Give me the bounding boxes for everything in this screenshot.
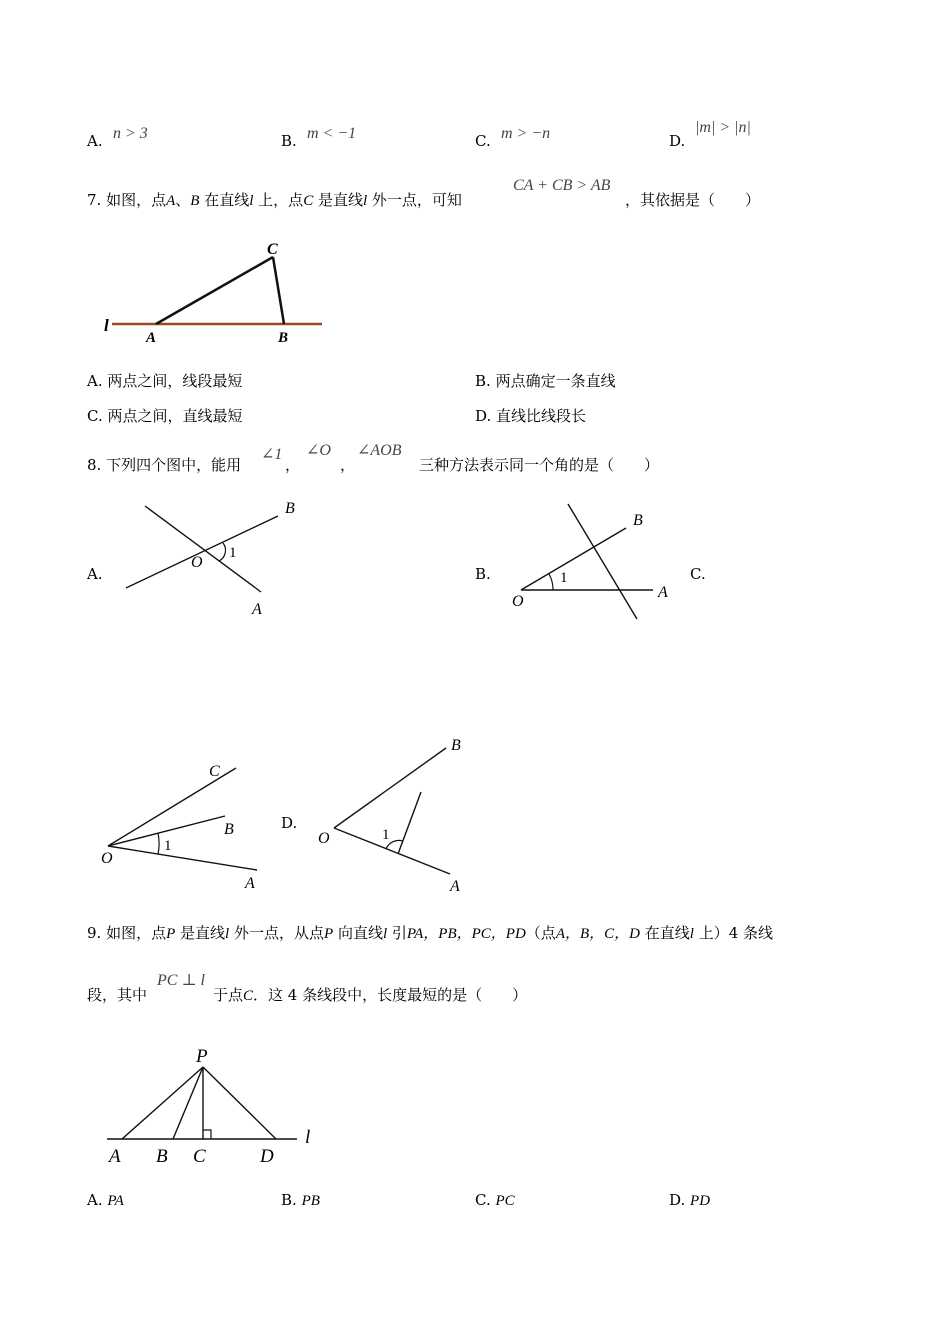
q7-line-l: l (249, 193, 254, 209)
q7-option-b: B. 两点确定一条直线 (475, 372, 616, 390)
q8a-label-o: O (191, 554, 203, 571)
q9-line1-pre: 9. 如图，点 (87, 924, 167, 942)
q8c-label-c: C (209, 763, 220, 780)
q6-option-a-letter: A. (87, 132, 103, 150)
q8a-label-1: 1 (229, 545, 237, 561)
q8a-label-a: A (252, 601, 262, 618)
q9-option-b: B. PB (281, 1191, 320, 1209)
q7-option-d: D. 直线比线段长 (475, 407, 587, 425)
q6-option-a-math: n > 3 (113, 125, 148, 142)
q8b-label-b: B (633, 512, 643, 529)
q6-option-c-letter: C. (475, 132, 491, 150)
q9-figure (100, 1042, 330, 1172)
q9-option-d: D. PD (669, 1191, 711, 1209)
q9-fig-label-a: A (109, 1146, 121, 1167)
q8b-label-1: 1 (560, 570, 568, 586)
q6-option-d-math: |m| > |n| (695, 119, 751, 136)
q7-fig-label-c: C (267, 241, 278, 258)
q8b-label-a: A (658, 584, 668, 601)
q9-line2-post: ．这 4 条线段中，长度最短的是（ ） (253, 986, 528, 1004)
q8c-label-a: A (245, 875, 255, 892)
q8d-label-o: O (318, 830, 330, 847)
q7-figure (100, 238, 340, 358)
q7-stem-post: ，其依据是（ ） (625, 191, 761, 209)
q9-option-a: A. PA (87, 1191, 124, 1209)
q8-figure-c (95, 755, 275, 895)
q9-fig-label-p: P (196, 1046, 208, 1067)
q8a-label-b: B (285, 500, 295, 517)
q8-math-angleO: ∠O (306, 442, 331, 459)
q8-stem-pre: 8. 下列四个图中，能用 (87, 456, 242, 474)
q6-option-c-math: m > −n (501, 125, 551, 142)
q8c-label-o: O (101, 850, 113, 867)
q9-segments: PA，PB，PC，PD (406, 926, 526, 942)
q7-fig-label-l: l (104, 316, 109, 335)
q9-fig-label-d: D (260, 1146, 274, 1167)
q8d-label-a: A (450, 878, 460, 895)
q9-points: A，B，C，D (555, 926, 640, 942)
q7-point-b: B (190, 193, 200, 209)
q8-option-b-letter: B. (475, 565, 491, 583)
q9-fig-label-b: B (156, 1146, 168, 1167)
q6-option-b-math: m < −1 (307, 125, 357, 142)
q7-point-a: A (166, 193, 176, 209)
q7-fig-label-b: B (278, 330, 289, 346)
q7-fig-label-a: A (146, 330, 157, 346)
q7-option-a: A. 两点之间，线段最短 (87, 372, 243, 390)
q8-option-d-letter: D. (281, 814, 298, 832)
q8-figure-a (118, 495, 318, 625)
q8c-label-b: B (224, 821, 234, 838)
q9-fig-label-l: l (305, 1127, 311, 1148)
q8d-label-b: B (451, 737, 461, 754)
q6-option-b-letter: B. (281, 132, 297, 150)
q7-point-c: C (303, 193, 314, 209)
q8-stem-post: 三种方法表示同一个角的是（ ） (419, 456, 660, 474)
q8d-label-1: 1 (382, 827, 390, 843)
q6-option-d-letter: D. (669, 132, 686, 150)
q8-math-angleAOB: ∠AOB (357, 442, 402, 459)
q9-line2-pre: 段，其中 (87, 986, 148, 1004)
q9-math: PC ⊥ l (157, 972, 205, 989)
q9-fig-label-c: C (193, 1146, 206, 1167)
q8-option-c-letter: C. (690, 565, 706, 583)
q7-option-c: C. 两点之间，直线最短 (87, 407, 243, 425)
q8b-label-o: O (512, 593, 524, 610)
q7-math: CA + CB > AB (513, 177, 611, 194)
q8-figure-d (312, 735, 492, 895)
q8-option-a-letter: A. (87, 565, 103, 583)
q8-figure-b (508, 497, 708, 627)
q8-math-angle1: ∠1 (261, 446, 283, 463)
q7-stem-pre: 7. 如图，点 (87, 191, 167, 209)
q8c-label-1: 1 (164, 838, 172, 854)
q9-option-c: C. PC (475, 1191, 515, 1209)
